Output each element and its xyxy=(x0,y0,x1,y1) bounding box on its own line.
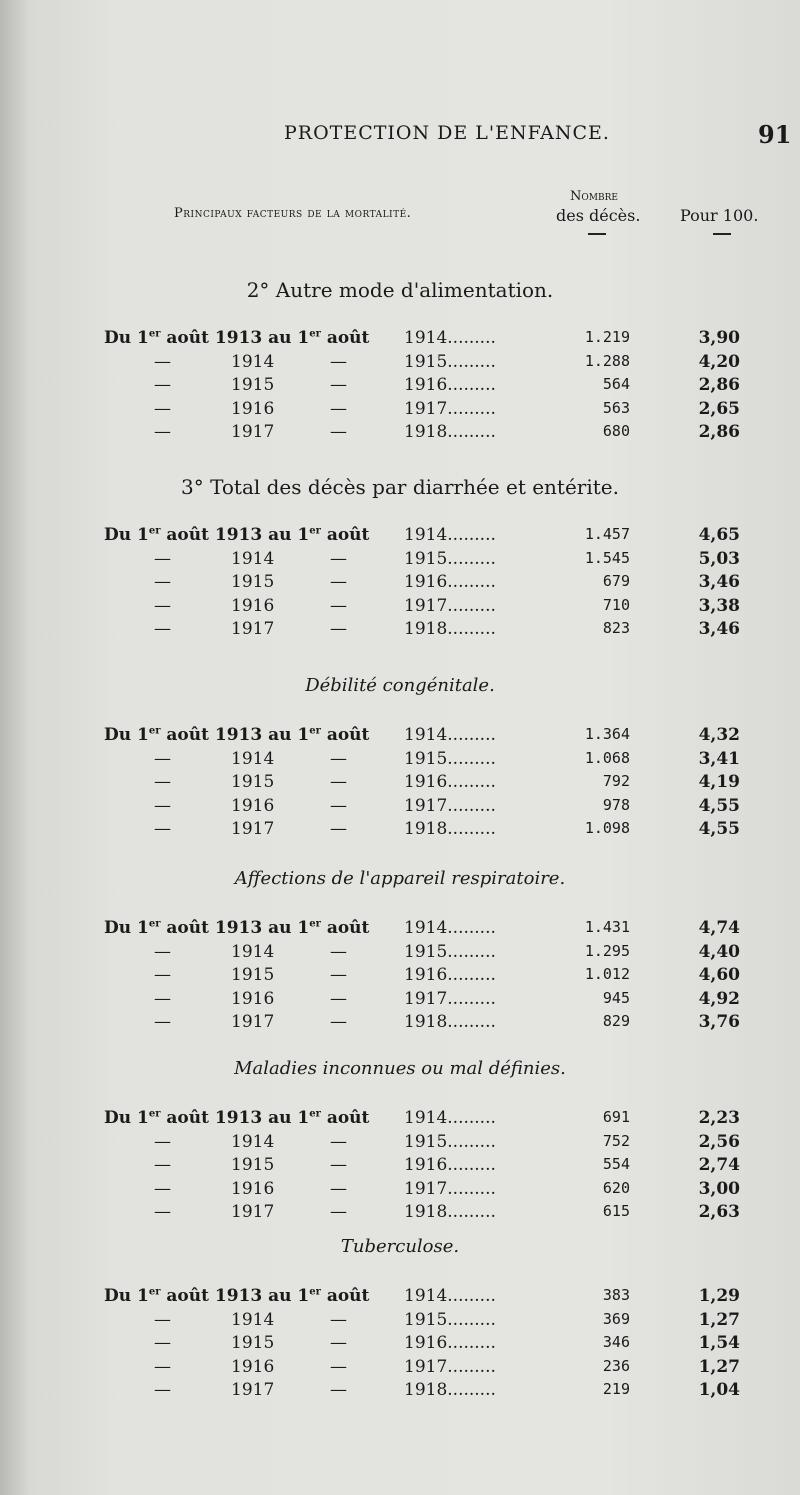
row-year-from: 1916 xyxy=(231,398,275,419)
ditto-dash: — xyxy=(154,1202,171,1222)
sup-er: er xyxy=(148,525,161,537)
percent-value: 4,92 xyxy=(698,988,740,1009)
deaths-count: 1.295 xyxy=(584,941,630,960)
percent-value: 4,19 xyxy=(698,772,740,792)
ditto-dash: — xyxy=(154,1309,171,1330)
ditto-dash: — xyxy=(330,1380,347,1400)
deaths-count: 829 xyxy=(602,1012,630,1030)
deaths-count: 615 xyxy=(602,1202,630,1220)
ditto-dash: — xyxy=(330,548,347,569)
column-headers xyxy=(0,186,800,246)
ditto-dash: — xyxy=(330,795,347,816)
percent-value: 2,63 xyxy=(698,1202,740,1222)
ditto-dash: — xyxy=(154,351,171,372)
table-row xyxy=(0,619,800,643)
row-year-from: 1916 xyxy=(231,1356,275,1377)
deaths-count: 691 xyxy=(602,1108,630,1126)
row-year-to: 1914......... xyxy=(404,328,496,348)
table-row xyxy=(0,1310,800,1334)
deaths-count: 679 xyxy=(602,572,630,590)
row-year-from: 1914 xyxy=(231,941,275,962)
percent-value: 2,56 xyxy=(698,1131,740,1152)
row-year-from: 1915 xyxy=(231,965,275,985)
row-year-to: 1916......... xyxy=(404,1155,496,1175)
sup-er: er xyxy=(309,525,321,537)
row-year-from: 1916 xyxy=(231,1178,275,1199)
ditto-dash: — xyxy=(154,619,171,639)
table-row xyxy=(0,749,800,773)
deaths-count: 1.012 xyxy=(584,965,630,983)
ditto-dash: — xyxy=(330,572,347,592)
section-rows xyxy=(0,525,800,643)
row-year-to: 1914......... xyxy=(404,725,496,745)
row-year-from: 1917 xyxy=(231,422,275,442)
deaths-count: 1.457 xyxy=(584,525,630,543)
ditto-dash: — xyxy=(154,1178,171,1199)
deaths-count: 383 xyxy=(602,1286,630,1304)
section-title: Débilité congénitale. xyxy=(305,675,495,696)
percent-value: 1,04 xyxy=(698,1380,740,1400)
percent-value: 4,65 xyxy=(698,525,740,545)
row-year-from: 1914 xyxy=(231,1309,275,1330)
row-year-from: 1917 xyxy=(231,1012,275,1032)
deaths-count: 620 xyxy=(602,1178,630,1197)
row-year-from: 1914 xyxy=(231,1131,275,1152)
row-year-from: 1915 xyxy=(231,1333,275,1353)
percent-value: 1,27 xyxy=(698,1356,740,1377)
row-year-to: 1915......... xyxy=(404,1309,496,1330)
row-year-to: 1915......... xyxy=(404,1131,496,1152)
sup-er: er xyxy=(148,725,161,737)
sup-er: er xyxy=(148,1286,161,1298)
deaths-count: 945 xyxy=(602,988,630,1007)
table-row xyxy=(0,1132,800,1156)
deaths-count: 369 xyxy=(602,1309,630,1328)
row-year-to: 1914......... xyxy=(404,1108,496,1128)
sup-er: er xyxy=(309,1286,321,1298)
percent-value: 3,41 xyxy=(698,748,740,769)
ditto-dash: — xyxy=(330,1131,347,1152)
row-year-to: 1918......... xyxy=(404,619,496,639)
percent-value: 2,65 xyxy=(698,398,740,419)
deaths-count: 564 xyxy=(602,375,630,393)
ditto-dash: — xyxy=(330,1333,347,1353)
ditto-dash: — xyxy=(154,1131,171,1152)
deaths-count: 978 xyxy=(602,795,630,814)
ditto-dash: — xyxy=(154,795,171,816)
deaths-count: 1.431 xyxy=(584,918,630,936)
row-year-from: 1917 xyxy=(231,1202,275,1222)
ditto-dash: — xyxy=(154,988,171,1009)
deaths-count: 823 xyxy=(602,619,630,637)
percent-value: 4,32 xyxy=(698,725,740,745)
row-year-to: 1916......... xyxy=(404,772,496,792)
row-year-to: 1917......... xyxy=(404,398,496,419)
ditto-dash: — xyxy=(154,375,171,395)
row-year-to: 1914......... xyxy=(404,525,496,545)
ditto-dash: — xyxy=(330,351,347,372)
percent-value: 2,86 xyxy=(698,375,740,395)
row-year-to: 1914......... xyxy=(404,1286,496,1306)
pour-rule xyxy=(713,233,731,235)
section-title: 3° Total des décès par diarrhée et entérite. xyxy=(181,475,619,499)
deaths-count: 346 xyxy=(602,1333,630,1351)
deaths-count: 1.219 xyxy=(584,328,630,346)
table-row xyxy=(0,549,800,573)
percent-value: 1,54 xyxy=(698,1333,740,1353)
percent-value: 3,76 xyxy=(698,1012,740,1032)
section-title: Maladies inconnues ou mal définies. xyxy=(234,1058,566,1079)
section-rows xyxy=(0,1108,800,1226)
table-row xyxy=(0,422,800,446)
table-row xyxy=(0,772,800,796)
deaths-count: 1.545 xyxy=(584,548,630,567)
row-year-from: 1915 xyxy=(231,572,275,592)
ditto-dash: — xyxy=(154,1333,171,1353)
table-row xyxy=(0,1357,800,1381)
row-year-from: 1915 xyxy=(231,772,275,792)
table-row xyxy=(0,1333,800,1357)
sup-er: er xyxy=(148,328,161,340)
table-row xyxy=(0,352,800,376)
row-year-from: 1915 xyxy=(231,1155,275,1175)
table-row xyxy=(0,965,800,989)
pour-cent-header: Pour 100. xyxy=(680,206,759,225)
percent-value: 2,86 xyxy=(698,422,740,442)
row-year-to: 1915......... xyxy=(404,548,496,569)
ditto-dash: — xyxy=(330,965,347,985)
percent-value: 4,20 xyxy=(698,351,740,372)
ditto-dash: — xyxy=(154,1380,171,1400)
row-year-from: 1914 xyxy=(231,351,275,372)
ditto-dash: — xyxy=(154,748,171,769)
table-row xyxy=(0,1108,800,1132)
row-year-to: 1914......... xyxy=(404,918,496,938)
ditto-dash: — xyxy=(154,1356,171,1377)
ditto-dash: — xyxy=(330,988,347,1009)
table-row xyxy=(0,1380,800,1404)
row-period-start: Du 1er août 1913 au 1er août xyxy=(104,725,370,745)
table-row xyxy=(0,525,800,549)
table-row xyxy=(0,942,800,966)
row-year-from: 1916 xyxy=(231,595,275,616)
table-row xyxy=(0,725,800,749)
row-year-to: 1915......... xyxy=(404,941,496,962)
table-row xyxy=(0,796,800,820)
row-year-from: 1916 xyxy=(231,988,275,1009)
ditto-dash: — xyxy=(330,595,347,616)
percent-value: 5,03 xyxy=(698,548,740,569)
deaths-count: 563 xyxy=(602,398,630,417)
table-row xyxy=(0,399,800,423)
ditto-dash: — xyxy=(154,548,171,569)
ditto-dash: — xyxy=(330,1012,347,1032)
sup-er: er xyxy=(148,1108,161,1120)
row-year-to: 1916......... xyxy=(404,572,496,592)
table-row xyxy=(0,1012,800,1036)
percent-value: 4,60 xyxy=(698,965,740,985)
row-year-from: 1914 xyxy=(231,748,275,769)
row-year-to: 1918......... xyxy=(404,1380,496,1400)
page-header xyxy=(0,120,800,150)
nombre-header: Nombre xyxy=(570,189,618,204)
table-row xyxy=(0,375,800,399)
table-row xyxy=(0,596,800,620)
deaths-count: 792 xyxy=(602,772,630,790)
row-year-from: 1915 xyxy=(231,375,275,395)
table-row xyxy=(0,1179,800,1203)
row-year-to: 1917......... xyxy=(404,1178,496,1199)
ditto-dash: — xyxy=(154,819,171,839)
ditto-dash: — xyxy=(330,1309,347,1330)
section-rows xyxy=(0,1286,800,1404)
deaths-count: 236 xyxy=(602,1356,630,1375)
sup-er: er xyxy=(148,918,161,930)
table-row xyxy=(0,918,800,942)
percent-value: 2,23 xyxy=(698,1108,740,1128)
row-year-to: 1918......... xyxy=(404,1012,496,1032)
ditto-dash: — xyxy=(330,772,347,792)
row-year-from: 1917 xyxy=(231,1380,275,1400)
sup-er: er xyxy=(309,725,321,737)
section-title: Tuberculose. xyxy=(340,1236,460,1257)
section-rows xyxy=(0,725,800,843)
ditto-dash: — xyxy=(330,1155,347,1175)
running-title: PROTECTION DE L'ENFANCE. xyxy=(284,122,610,144)
row-year-from: 1914 xyxy=(231,548,275,569)
ditto-dash: — xyxy=(330,375,347,395)
percent-value: 3,00 xyxy=(698,1178,740,1199)
ditto-dash: — xyxy=(154,1155,171,1175)
ditto-dash: — xyxy=(330,422,347,442)
percent-value: 1,29 xyxy=(698,1286,740,1306)
row-year-to: 1918......... xyxy=(404,1202,496,1222)
percent-value: 3,46 xyxy=(698,619,740,639)
deaths-count: 752 xyxy=(602,1131,630,1150)
ditto-dash: — xyxy=(330,748,347,769)
deaths-count: 1.364 xyxy=(584,725,630,743)
table-row xyxy=(0,989,800,1013)
row-year-to: 1917......... xyxy=(404,1356,496,1377)
deaths-count: 710 xyxy=(602,595,630,614)
sup-er: er xyxy=(309,918,321,930)
table-row xyxy=(0,1286,800,1310)
factors-header: Principaux facteurs de la mortalité. xyxy=(174,206,412,221)
table-row xyxy=(0,572,800,596)
row-period-start: Du 1er août 1913 au 1er août xyxy=(104,918,370,938)
row-year-to: 1915......... xyxy=(404,748,496,769)
section-rows xyxy=(0,328,800,446)
table-row xyxy=(0,328,800,352)
row-year-to: 1918......... xyxy=(404,819,496,839)
ditto-dash: — xyxy=(330,819,347,839)
row-year-to: 1916......... xyxy=(404,1333,496,1353)
ditto-dash: — xyxy=(154,595,171,616)
percent-value: 1,27 xyxy=(698,1309,740,1330)
nombre-rule xyxy=(588,233,606,235)
percent-value: 2,74 xyxy=(698,1155,740,1175)
row-year-to: 1917......... xyxy=(404,988,496,1009)
percent-value: 3,90 xyxy=(698,328,740,348)
ditto-dash: — xyxy=(154,398,171,419)
row-year-to: 1918......... xyxy=(404,422,496,442)
row-year-from: 1917 xyxy=(231,619,275,639)
percent-value: 3,38 xyxy=(698,595,740,616)
percent-value: 4,55 xyxy=(698,819,740,839)
table-row xyxy=(0,819,800,843)
deaths-count: 554 xyxy=(602,1155,630,1173)
row-year-from: 1917 xyxy=(231,819,275,839)
ditto-dash: — xyxy=(330,398,347,419)
row-year-to: 1915......... xyxy=(404,351,496,372)
ditto-dash: — xyxy=(330,1202,347,1222)
ditto-dash: — xyxy=(154,772,171,792)
percent-value: 4,74 xyxy=(698,918,740,938)
deaths-count: 1.068 xyxy=(584,748,630,767)
ditto-dash: — xyxy=(154,422,171,442)
ditto-dash: — xyxy=(330,619,347,639)
row-year-to: 1917......... xyxy=(404,595,496,616)
section-title: Affections de l'appareil respiratoire. xyxy=(234,868,566,889)
row-period-start: Du 1er août 1913 au 1er août xyxy=(104,328,370,348)
table-row xyxy=(0,1202,800,1226)
percent-value: 4,40 xyxy=(698,941,740,962)
row-year-to: 1917......... xyxy=(404,795,496,816)
ditto-dash: — xyxy=(154,1012,171,1032)
percent-value: 4,55 xyxy=(698,795,740,816)
row-period-start: Du 1er août 1913 au 1er août xyxy=(104,525,370,545)
deaths-count: 219 xyxy=(602,1380,630,1398)
ditto-dash: — xyxy=(154,572,171,592)
row-year-from: 1916 xyxy=(231,795,275,816)
deces-header: des décès. xyxy=(556,206,641,225)
row-period-start: Du 1er août 1913 au 1er août xyxy=(104,1108,370,1128)
row-year-to: 1916......... xyxy=(404,965,496,985)
ditto-dash: — xyxy=(330,941,347,962)
ditto-dash: — xyxy=(154,941,171,962)
sup-er: er xyxy=(309,1108,321,1120)
deaths-count: 1.098 xyxy=(584,819,630,837)
row-year-to: 1916......... xyxy=(404,375,496,395)
ditto-dash: — xyxy=(154,965,171,985)
sup-er: er xyxy=(309,328,321,340)
ditto-dash: — xyxy=(330,1356,347,1377)
section-rows xyxy=(0,918,800,1036)
section-title: 2° Autre mode d'alimentation. xyxy=(246,278,554,302)
deaths-count: 680 xyxy=(602,422,630,440)
deaths-count: 1.288 xyxy=(584,351,630,370)
row-period-start: Du 1er août 1913 au 1er août xyxy=(104,1286,370,1306)
page-number: 91 xyxy=(758,120,792,149)
ditto-dash: — xyxy=(330,1178,347,1199)
percent-value: 3,46 xyxy=(698,572,740,592)
table-row xyxy=(0,1155,800,1179)
